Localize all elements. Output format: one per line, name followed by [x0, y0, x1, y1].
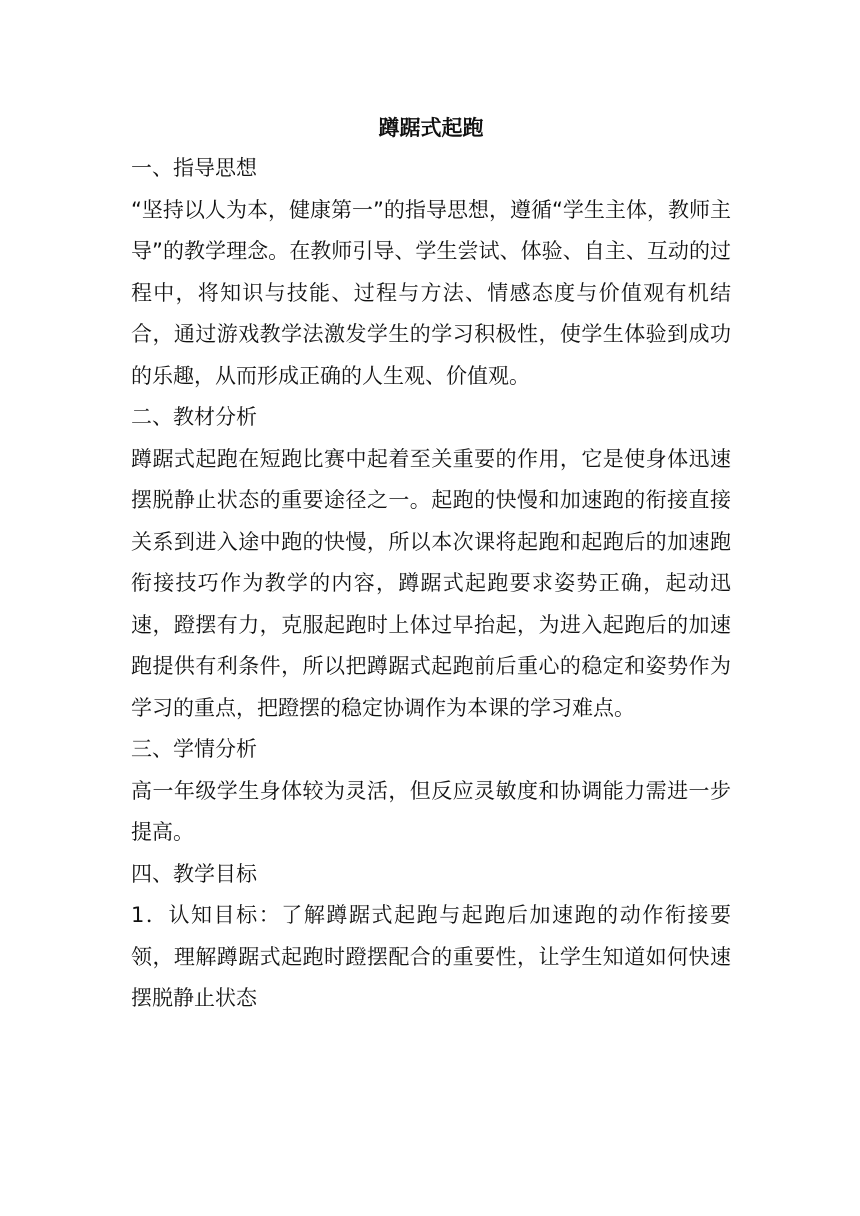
section-paragraph: “坚持以人为本，健康第一”的指导思想，遵循“学生主体，教师主导”的教学理念。在教师引导、学生尝试、体验、自主、互动的过程中，将知识与技能、过程与方法、情感态度与价值观有机结合，通过游戏教学法激发学生的学习积极性，使学生体验到成功的乐趣，从而形成正确的人生观、价值观。 — [131, 197, 731, 388]
section-heading: 三、学情分析 — [131, 737, 257, 761]
section-heading: 四、教学目标 — [131, 861, 257, 886]
section-teaching-objectives — [131, 854, 731, 1020]
section-paragraph: 高一年级学生身体较为灵活，但反应灵敏度和协调能力需进一步提高。 — [131, 778, 731, 844]
document-title: 蹲踞式起跑 — [378, 116, 484, 140]
section-paragraph: 蹲踞式起跑在短跑比赛中起着至关重要的作用，它是使身体迅速摆脱静止状态的重要途径之一。起跑的快慢和加速跑的衔接直接关系到进入途中跑的快慢，所以本次课将起跑和起跑后的加速跑衔接技巧作为教学的内容，蹲踞式起跑要求姿势正确，起动迅速，蹬摆有力，克服起跑时上体过早抬起，为进入起跑后的加速跑提供有利条件，所以把蹲踞式起跑前后重心的稳定和姿势作为学习的重点，把蹬摆的稳定协调作为本课的学习难点。 — [131, 446, 731, 720]
section-heading: 二、教材分析 — [131, 405, 257, 429]
section-paragraph: 1．认知目标：了解蹲踞式起跑与起跑后加速跑的动作衔接要领，理解蹲踞式起跑时蹬摆配合的重要性，让学生知道如何快速摆脱静止状态 — [131, 903, 731, 1010]
section-material-analysis — [131, 397, 731, 729]
section-heading: 一、指导思想 — [131, 156, 257, 180]
section-guiding-ideology — [131, 148, 731, 397]
section-student-analysis — [131, 729, 731, 854]
document-body — [131, 108, 731, 1020]
